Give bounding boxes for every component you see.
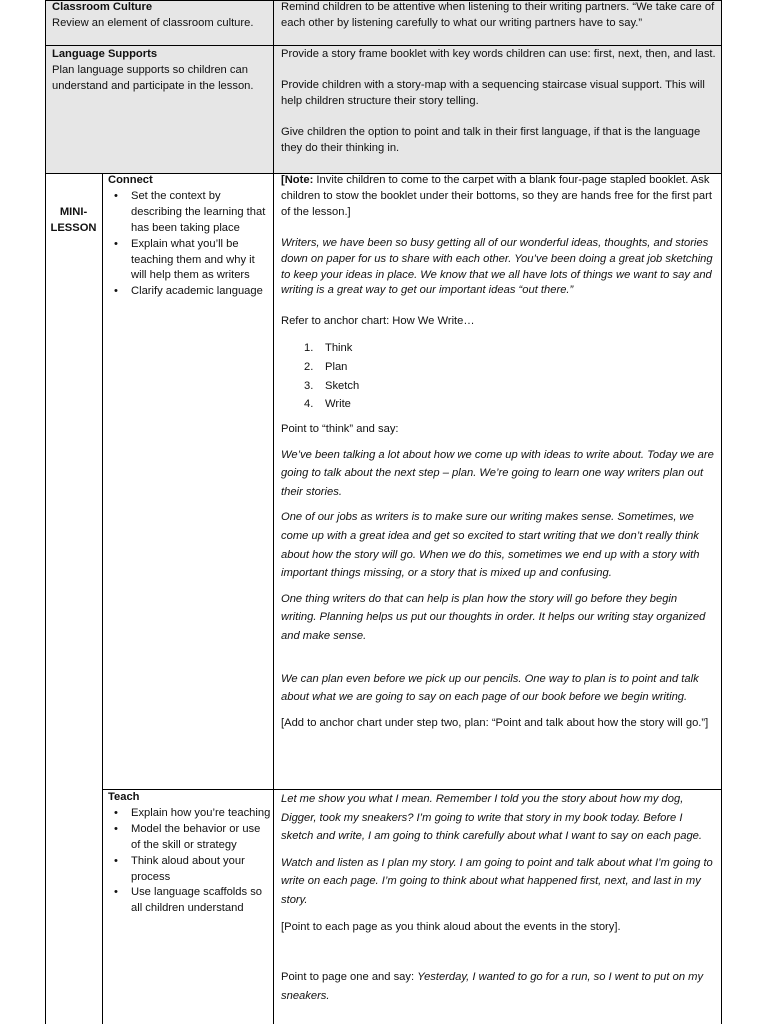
content-column-divider: [273, 0, 274, 1024]
table-right-border: [721, 0, 722, 1024]
table-left-border: [45, 0, 46, 1024]
row-divider: [45, 45, 722, 46]
teach-script-paragraph: Let me show you what I mean. Remember I told you the story about how my dog, Digger, took my sneakers? I’m going to write that story in my book today. Before I sketch and write, I am going to think carefully about what I want to say on each page.: [281, 793, 703, 843]
support-paragraph: Provide children with a story-map with a sequencing staircase visual support. This will help children structure their story telling.: [281, 78, 705, 107]
support-paragraph: Give children the option to point and talk in their first language, if that is the language they do their thinking in.: [281, 125, 701, 154]
step-item: 2. Plan: [304, 360, 348, 373]
connect-script-paragraph: We’ve been talking a lot about how we come up with ideas to write about. Today we are going to talk about the next step – plan. We’re going to learn one way writers plan out their stories.: [281, 448, 714, 498]
connect-script-paragraph: One thing writers do that can help is plan how the story will go before they begin writing. Planning helps us put our thoughts in order. It helps our writing stay organized and make sense.: [281, 592, 706, 642]
teach-content-cell: [281, 790, 715, 1005]
support-paragraph: Provide a story frame booklet with key words children can use: first, next, then, and last.: [281, 48, 716, 60]
classroom-culture-label-cell: [52, 0, 270, 32]
teach-script-paragraph: Watch and listen as I plan my story. I am going to point and talk about what I’m going to write on each page. I’m going to think about what happened first, next, and last in my story.: [281, 856, 713, 906]
anchor-chart-reference: Refer to anchor chart: How We Write…: [281, 315, 475, 328]
point-to-each-page: [Point to each page as you think aloud about the events in the story].: [281, 920, 621, 933]
mini-lesson-label-line1: MINI-: [59, 206, 88, 218]
point-to-page-one: [281, 968, 715, 1005]
teach-bullet: • Model the behavior or use of the skill or strategy: [108, 822, 271, 854]
language-supports-content-cell: [281, 47, 717, 157]
connect-script-paragraph: We can plan even before we pick up our pencils. One way to plan is to point and talk about what we are going to say on each page of our book before we begin writing.: [281, 672, 699, 704]
language-supports-label-cell: [52, 47, 270, 95]
teach-bullet-list: [108, 806, 271, 917]
classroom-culture-content: Remind children to be attentive when listening to their writing partners. “We take care of each other by listening carefully to what our writing partners have to say.”: [281, 1, 715, 29]
step-item: 1. Think: [304, 342, 353, 355]
page-one-script: Yesterday, I wanted to go for a run, so I went to put on my sneakers.: [281, 971, 704, 1002]
teach-bullet: • Use language scaffolds so all children understand: [108, 885, 271, 917]
language-supports-heading: Language Supports: [52, 48, 158, 60]
connect-note: [281, 173, 715, 221]
teach-bullet: • Explain how you’re teaching: [108, 806, 271, 822]
how-we-write-steps: [281, 339, 715, 414]
connect-script-paragraph: One of our jobs as writers is to make sure our writing makes sense. Sometimes, we come up with a great idea and get so excited to start writing that we don’t really think about how the story will go. When we do this, sometimes we end up with a story with important things missing, or a story that is mixed up and confusing.: [281, 511, 700, 580]
label-column-divider: [102, 173, 103, 1024]
note-label: [Note:: [281, 174, 314, 186]
step-item: 3. Sketch: [304, 379, 360, 392]
note-text: Invite children to come to the carpet with a blank four-page stapled booklet. Ask children to stow the booklet under their bottoms, so they are hands free for the first part of the lesson.]: [281, 174, 712, 218]
add-to-anchor-chart: [Add to anchor chart under step two, plan: “Point and talk about how the story will go.”]: [281, 716, 709, 729]
teach-guidance-cell: [108, 790, 271, 917]
classroom-culture-heading: Classroom Culture: [52, 1, 153, 13]
classroom-culture-description: Review an element of classroom culture.: [52, 16, 254, 29]
teach-bullet: • Think aloud about your process: [108, 854, 271, 886]
language-supports-description: Plan language supports so children can understand and participate in the lesson.: [52, 63, 254, 92]
mini-lesson-label: [45, 204, 102, 236]
classroom-culture-content-cell: [281, 0, 717, 32]
connect-bullet: • Explain what you’ll be teaching them and why it will help them as writers: [108, 237, 271, 285]
page-one-prefix: Point to page one and say:: [281, 971, 418, 984]
connect-intro-script: Writers, we have been so busy getting all of our wonderful ideas, thoughts, and stories down on paper for us to share with each other. You’ve been doing a great job sketching to keep your ideas in place. We know that we all have lots of things we want to say and writing is a great way to get our important ideas “out there.”: [281, 236, 713, 297]
connect-bullet-list: [108, 189, 271, 300]
connect-bullet: • Clarify academic language: [108, 284, 271, 300]
mini-lesson-label-line2: LESSON: [50, 222, 97, 234]
point-to-think: Point to “think” and say:: [281, 423, 399, 435]
connect-heading: Connect: [108, 174, 153, 186]
connect-bullet: • Set the context by describing the learning that has been taking place: [108, 189, 271, 237]
connect-content-cell: [281, 173, 715, 732]
connect-guidance-cell: [108, 173, 271, 300]
step-item: 4. Write: [304, 398, 351, 411]
teach-heading: Teach: [108, 791, 140, 803]
